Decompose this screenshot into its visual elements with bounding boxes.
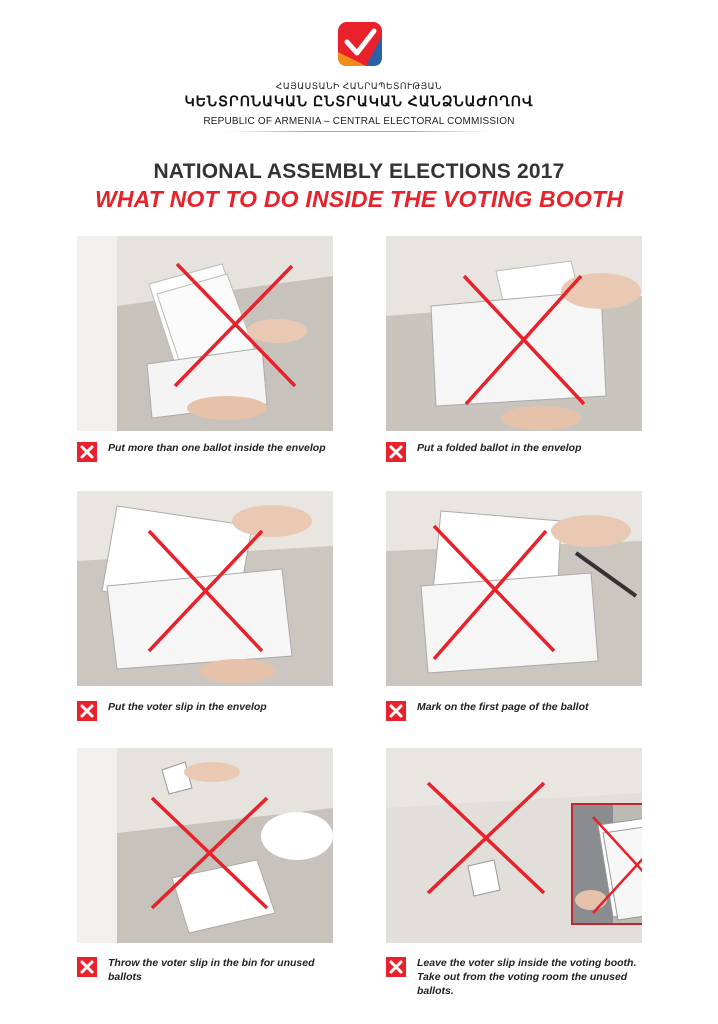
red-x-icon [77,442,97,462]
commission-subtitle: REPUBLIC OF ARMENIA – CENTRAL ELECTORAL COMMISSION [203,116,515,127]
page-headline: WHAT NOT TO DO INSIDE THE VOTING BOOTH [94,186,624,212]
armenian-republic-text: ՀԱՅԱՍՏԱՆԻ ՀԱՆՐԱՊԵՏՈՒԹՅԱՆ [275,81,443,91]
photo-leave-slip-in-booth [386,748,642,943]
armenian-commission-text: ԿԵՆՏՐՈՆԱԿԱՆ ԸՆՏՐԱԿԱՆ ՀԱՆՁՆԱԺՈՂՈՎ [184,93,534,109]
photo-multiple-ballots [77,236,333,431]
red-x-icon [77,957,97,977]
red-x-icon [386,442,406,462]
red-x-icon [386,957,406,977]
caption-text: Put the voter slip in the envelop [108,701,267,713]
caption-text: Leave the voter slip inside the voting booth. Take out from the voting room the unused ballots. [417,957,637,997]
photo-folded-ballot [386,236,642,431]
caption-text: Put more than one ballot inside the envelop [108,442,326,454]
caption-text: Mark on the first page of the ballot [417,701,589,713]
caption-text: Throw the voter slip in the bin for unused ballots [108,957,315,983]
red-x-icon [77,701,97,721]
header [0,0,718,145]
inset-unused-ballots-photo [571,803,642,925]
page-title: NATIONAL ASSEMBLY ELECTIONS 2017 [153,160,565,183]
red-x-icon [386,701,406,721]
photo-voter-slip-envelop [77,491,333,686]
check-mark-logo-icon [338,22,382,66]
photo-mark-first-page [386,491,642,686]
photo-slip-in-bin [77,748,333,943]
caption-text: Put a folded ballot in the envelop [417,442,582,454]
header-divider [225,131,493,132]
